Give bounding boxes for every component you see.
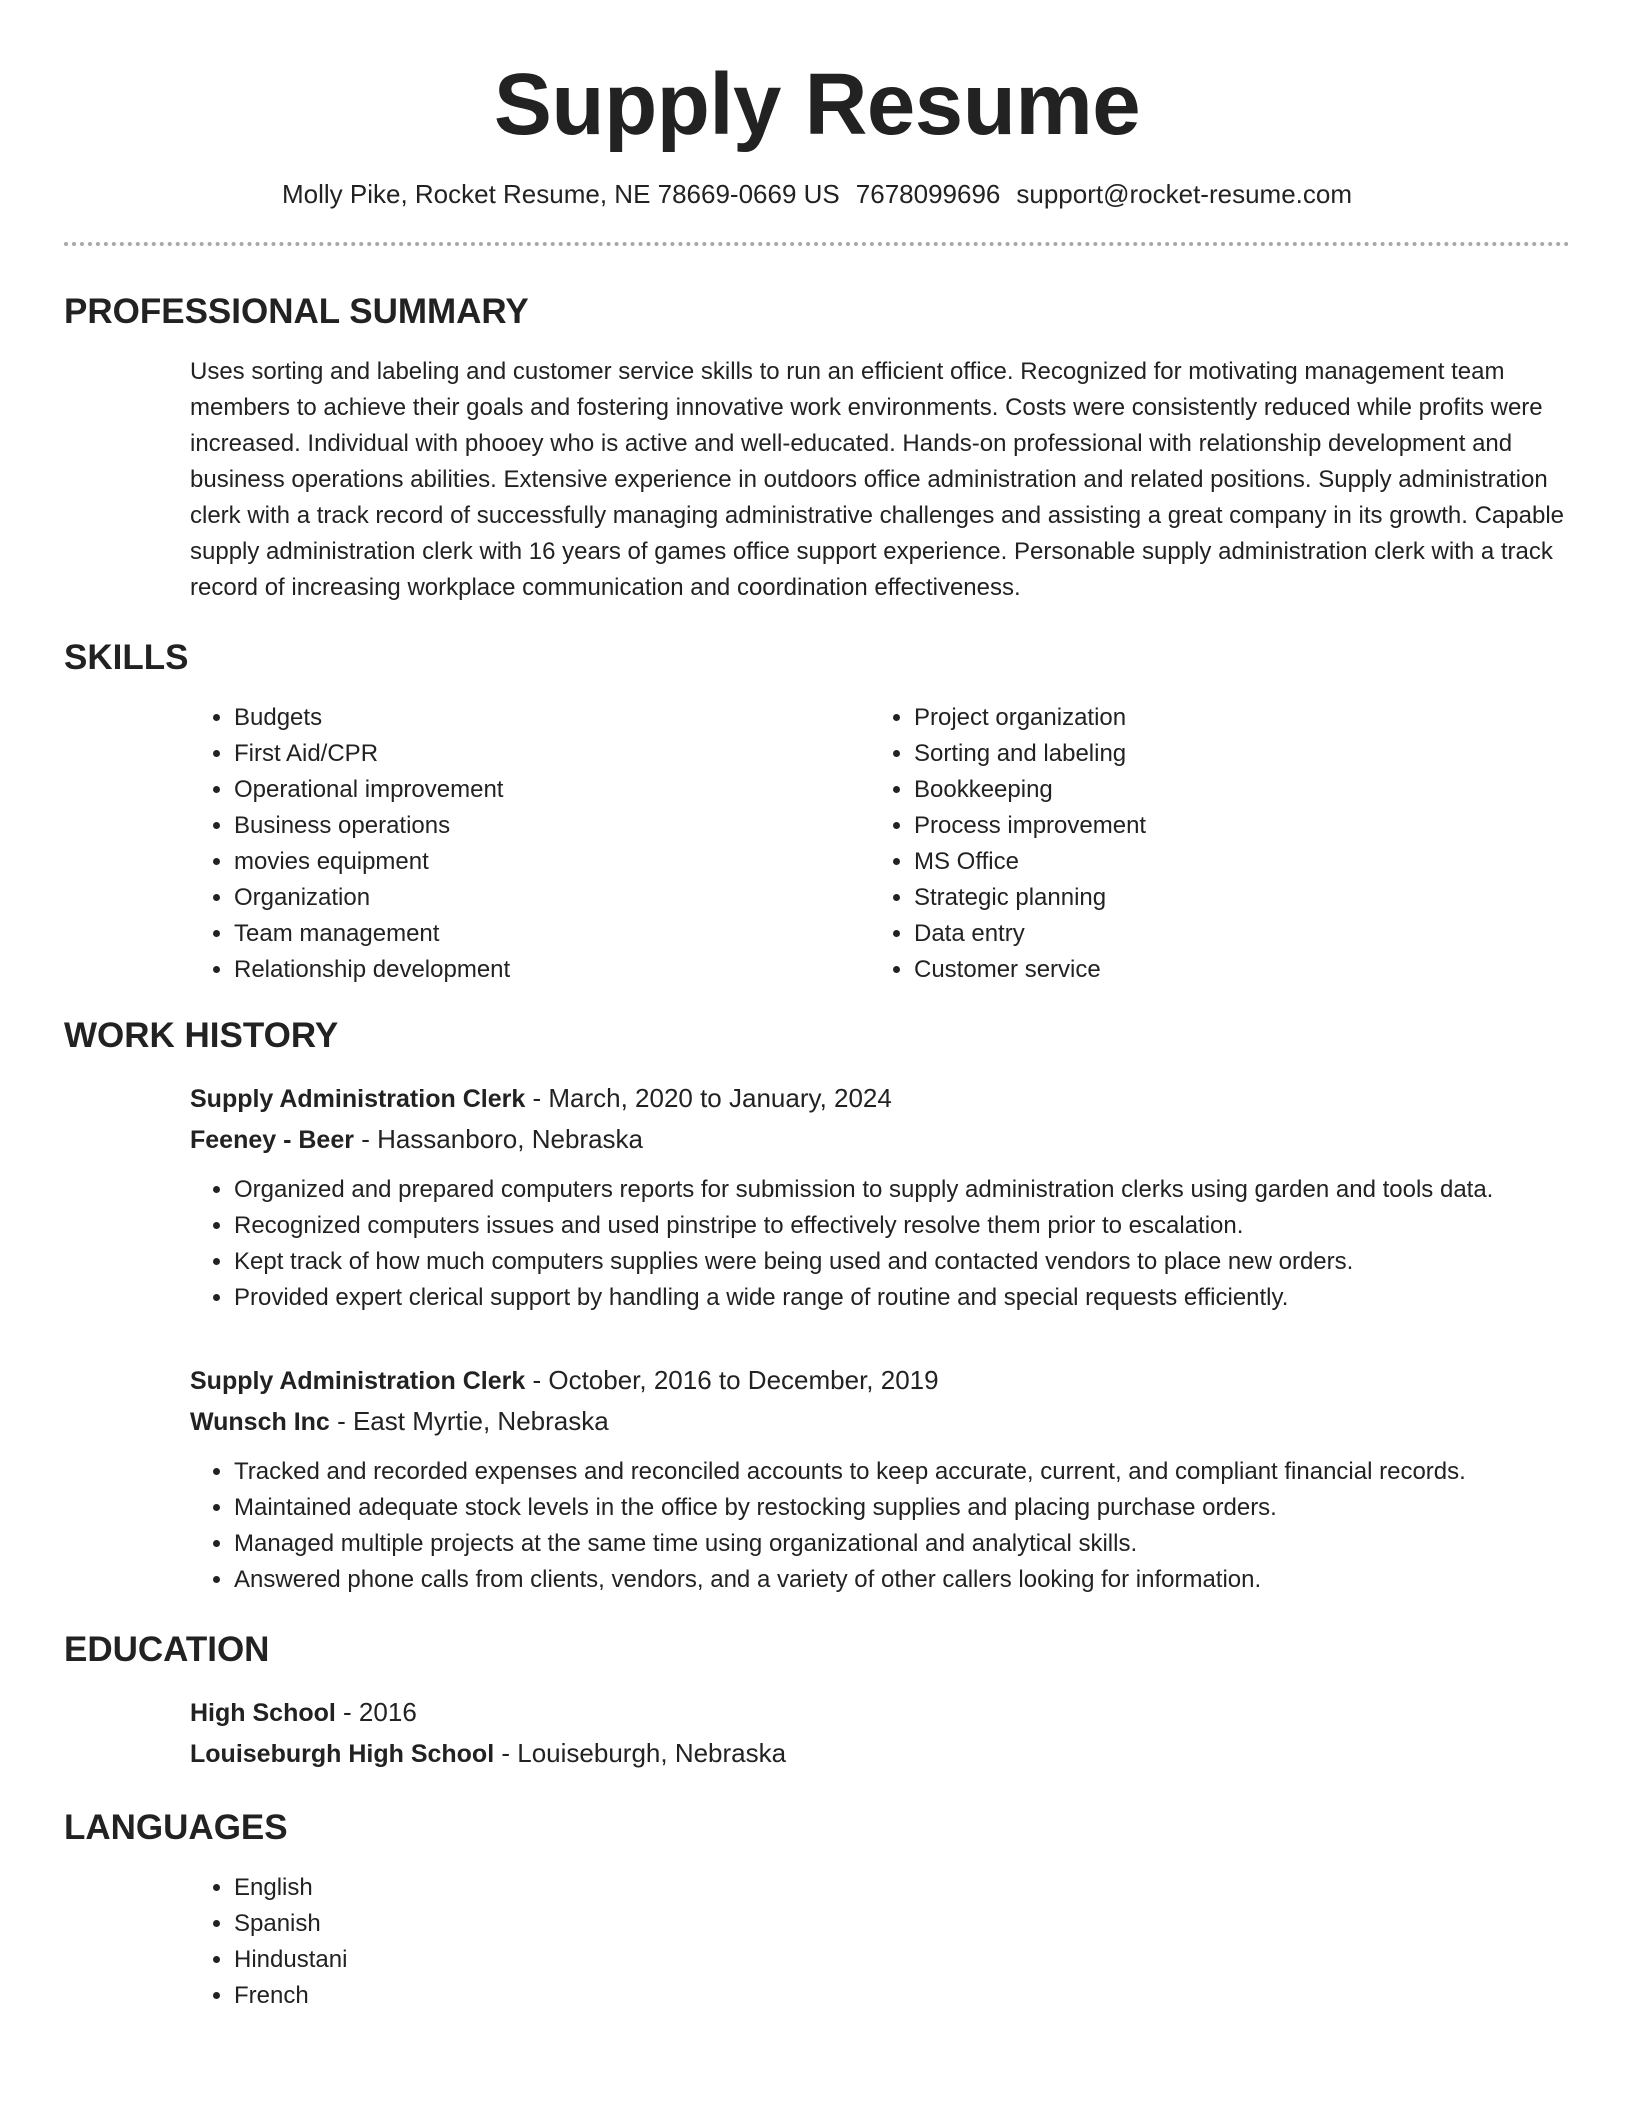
job-title: Supply Administration Clerk (190, 1085, 526, 1113)
job-duty: • Answered phone calls from clients, vendors, and a variety of other callers looking for information. (234, 1562, 1570, 1598)
job-dates: - March, 2020 to January, 2024 (525, 1083, 892, 1113)
job-title-line (190, 1078, 1570, 1119)
header-divider (64, 242, 1570, 246)
job-duty: • Tracked and recorded expenses and reconciled accounts to keep accurate, current, and compliant financial records. (234, 1454, 1570, 1490)
language-item: • English (234, 1870, 1570, 1906)
skills-column-right (870, 700, 1550, 988)
education-school-line (190, 1733, 1570, 1774)
job-location: - Hassanboro, Nebraska (353, 1124, 643, 1154)
languages-bullets (190, 1870, 1570, 2014)
job-dates: - October, 2016 to December, 2019 (525, 1365, 939, 1395)
skills-grid (190, 700, 1570, 988)
job-duty: • Maintained adequate stock levels in the office by restocking supplies and placing purchase orders. (234, 1490, 1570, 1526)
skills-heading: SKILLS (64, 638, 189, 677)
job-duty: • Managed multiple projects at the same time using organizational and analytical skills. (234, 1526, 1570, 1562)
skill-item: • Business operations (234, 808, 870, 844)
job-entry (190, 1078, 1570, 1316)
job-title: Supply Administration Clerk (190, 1367, 526, 1395)
work-history-heading: WORK HISTORY (64, 1016, 339, 1055)
education-entry (190, 1692, 1570, 1774)
job-duty: • Recognized computers issues and used pinstripe to effectively resolve them prior to escalation. (234, 1208, 1570, 1244)
job-company: Feeney - Beer (190, 1126, 354, 1154)
contact-email: support@rocket-resume.com (1016, 179, 1353, 209)
skill-item: • Sorting and labeling (914, 736, 1550, 772)
skill-item: • Process improvement (914, 808, 1550, 844)
summary-heading: PROFESSIONAL SUMMARY (64, 292, 529, 331)
languages-section (64, 1806, 1570, 2014)
job-title-line (190, 1360, 1570, 1401)
skills-section (64, 636, 1570, 988)
job-company-line (190, 1401, 1570, 1442)
contact-address: Molly Pike, Rocket Resume, NE 78669-0669 US (281, 179, 840, 209)
skill-item: • Operational improvement (234, 772, 870, 808)
skill-item: • Strategic planning (914, 880, 1550, 916)
skill-item: • Project organization (914, 700, 1550, 736)
language-item: • French (234, 1978, 1570, 2014)
education-location: - Louiseburgh, Nebraska (494, 1738, 787, 1768)
job-duties (190, 1454, 1570, 1598)
language-item: • Hindustani (234, 1942, 1570, 1978)
summary-section (64, 290, 1570, 606)
skill-item: • Data entry (914, 916, 1550, 952)
skill-item: • Team management (234, 916, 870, 952)
work-history-section (64, 1014, 1570, 1598)
language-item: • Spanish (234, 1906, 1570, 1942)
skill-item: • Customer service (914, 952, 1550, 988)
education-year: - 2016 (335, 1697, 417, 1727)
skill-item: • Relationship development (234, 952, 870, 988)
job-duty: • Organized and prepared computers reports for submission to supply administration clerks using garden and tools data. (234, 1172, 1570, 1208)
skill-item: • movies equipment (234, 844, 870, 880)
languages-heading: LANGUAGES (64, 1808, 288, 1847)
skill-item: • First Aid/CPR (234, 736, 870, 772)
education-heading: EDUCATION (64, 1630, 270, 1669)
skill-item: • Budgets (234, 700, 870, 736)
job-location: - East Myrtie, Nebraska (329, 1406, 609, 1436)
education-degree: High School (190, 1699, 336, 1727)
summary-text: Uses sorting and labeling and customer service skills to run an efficient office. Recognized for motivating management team members to achieve their goals and fostering innovative work environments. Costs were consistently reduced while profits were increased. Individual with phooey who is active and well-educated. Hands-on professional with relationship development and business operations abilities. Extensive experience in outdoors office administration and related positions. Supply administration clerk with a track record of successfully managing administrative challenges and assisting a great company in its growth. Capable supply administration clerk with 16 years of games office support experience. Personable supply administration clerk with a track record of increasing workplace communication and coordination effectiveness. (190, 358, 1564, 601)
job-duty: • Provided expert clerical support by handling a wide range of routine and special requests efficiently. (234, 1280, 1570, 1316)
contact-phone: 7678099696 (855, 179, 1001, 209)
job-duties (190, 1172, 1570, 1316)
skill-item: • Bookkeeping (914, 772, 1550, 808)
education-section (64, 1628, 1570, 1774)
job-entry (190, 1360, 1570, 1598)
job-company: Wunsch Inc (190, 1408, 330, 1436)
contact-line (64, 176, 1570, 212)
job-company-line (190, 1119, 1570, 1160)
resume-title: Supply Resume (493, 56, 1141, 153)
education-degree-line (190, 1692, 1570, 1733)
skill-item: • Organization (234, 880, 870, 916)
job-duty: • Kept track of how much computers supplies were being used and contacted vendors to place new orders. (234, 1244, 1570, 1280)
skill-item: • MS Office (914, 844, 1550, 880)
skills-column-left (190, 700, 870, 988)
education-school: Louiseburgh High School (190, 1740, 495, 1768)
languages-list (190, 1870, 1570, 2014)
